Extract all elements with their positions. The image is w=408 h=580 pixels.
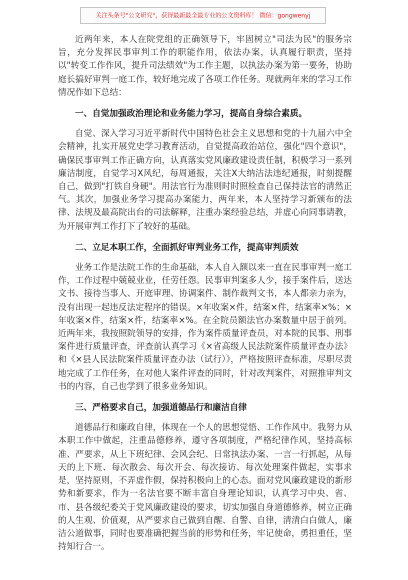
section-heading-3: 三、严格要求自己，加强道德品行和廉洁自律 [75, 403, 247, 414]
section-heading-1: 一、自觉加强政治理论和业务能力学习，提高自身综合素质。 [75, 109, 308, 120]
section-3-paragraph: 道德品行和廉政自律，体现在一个人的思想觉悟、工作作风中。我努力从本职工作中做起，注重品德修养，遵守各项制度，严格纪律作风，坚持高标准、严要求，从上下班纪律、会风会纪、日常执法办案、一言一行抓起，从每天的上下班、每次散会、每次开会、每次接访、每次处理案件做起，实事求是，坚持原则，不弄虚作假，保持积极向上的心态。面对党风廉政建设的新形势和新要求，作为一名法官要不断丰富自身理论知识，认真学习中央、省、市、县各级纪委关于党风廉政建设的要求，切实加强自身道德修养，树立正确的人生观、价值观，从严要求自己做到自醒、自警、自律，清清白白做人，廉洁公道做事，同时也要准确把握当前的形势和任务，牢记使命，勇担重任，坚持知行合一。 [58, 423, 352, 553]
promo-banner[interactable] [80, 7, 326, 24]
intro-paragraph: 近两年来，本人在院党组的正确领导下，牢固树立"司法为民"的服务宗旨，充分发挥民事审判工作的职能作用，依法办案，认真履行职责，坚持以"转变工作作风，提升司法绩效"为工作主题，以执法办案为第一要务，协助庭长搞好审判一庭工作，较好地完成了各项工作任务。现就两年来的学习工作情况作如下总结： [58, 35, 352, 98]
section-2-paragraph: 业务工作是法院工作的生命基础，本人自入额以来一直在民事审判一庭工作，工作过程中兢兢业业，任劳任怨。民事审判案多人少，接手案件后，送达文书、接待当事人、开庭审理、协调案件、制作裁判文书，本人都亲力亲为，没有出现一起违反法定程序的错误。×年收案×件，结案×件，结案率×%；×年收案×件，结案×件，结案率×%。在全院员额法官办案数量中居于前列。近两年来，我按照院领导的安排，作为案件质量评查员，对本院的民事、刑事案件进行质量评查，评查前认真学习《×省高级人民法院案件质量评查办法》和《×县人民法院案件质量评查办法（试行）》，严格按照评查标准，尽职尽责地完成了工作任务，在对他人案件评查的同时，针对改判案件，对照推审判文书的内容，自己也学到了很多业务知识。 [58, 263, 352, 392]
section-1-paragraph: 自觉、深入学习习近平新时代中国特色社会主义思想和党的十九届六中全会精神，扎实开展党史学习教育活动，自觉提高政治站位，强化"四个意识"，确保民事审判工作正确方向，认真落实党风廉政建设责任制，积极学习一系列廉洁制度，自觉学习X风纪，每周通报，关注X大纳洁法违纪通报，时刻提醒自己，做到"打铁自身硬"。用法官行为准则时时照检查自己保持法官的清然正气。其次，加强业务学习提高办案能力，两年来，本人坚持学习新颁布的法律、法规及最高院出台的司法解释，注重办案经验总结，并虚心向同事请教，为开展审判工作打下了较好的基础。 [58, 129, 352, 232]
promo-banner-text: 关注头条号"公文研究"，获得最新最全最专业的公文资料库！ 微信：gongwenyj [95, 12, 311, 19]
document-body [58, 34, 352, 555]
section-heading-2: 二、立足本职工作，全面抓好审判业务工作，提高审判质效 [75, 242, 299, 253]
